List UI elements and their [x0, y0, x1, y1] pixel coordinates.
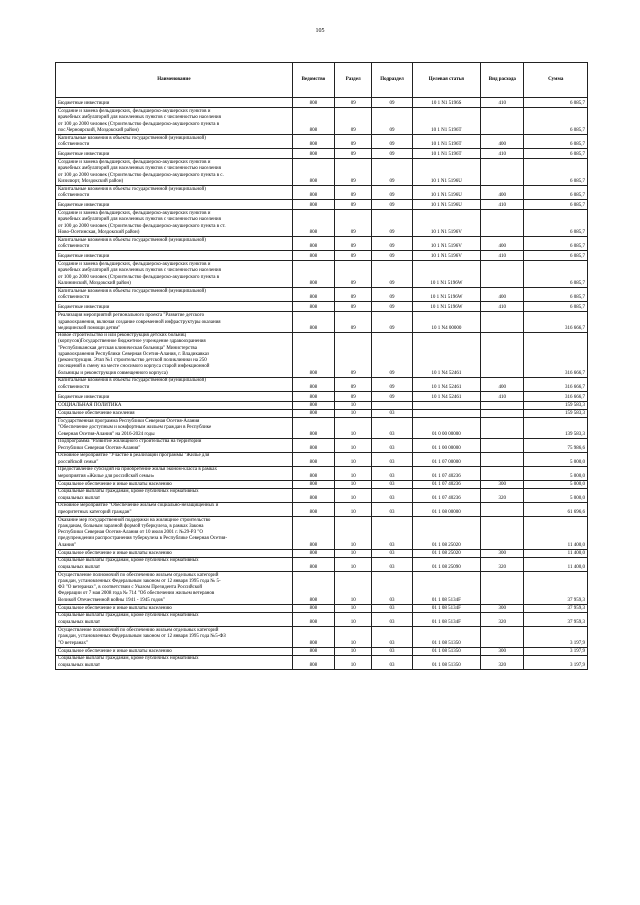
cell-ved: 808 [292, 655, 334, 669]
cell-sum: 159 583,3 [524, 401, 588, 409]
cell-podr: 03 [372, 571, 412, 604]
cell-name: Капитальные вложения в объекты государственной (муниципальной) собственности [56, 377, 293, 391]
cell-vr: 410 [481, 98, 524, 108]
cell-cst: 01 1 07 00000 [412, 452, 481, 466]
cell-cst: 10 1 N1 5196V [412, 210, 481, 237]
cell-podr: 03 [372, 480, 412, 488]
cell-cst: 10 1 N1 5196S [412, 98, 481, 108]
cell-ved: 808 [292, 312, 334, 333]
cell-ved: 808 [292, 549, 334, 557]
table-row [56, 516, 588, 549]
cell-vr [481, 626, 524, 647]
cell-sum: 6 085,7 [524, 108, 588, 135]
cell-vr: 320 [481, 557, 524, 571]
cell-podr: 03 [372, 549, 412, 557]
cell-name: Создание и замена фельдшерских, фельдшерско-акушерских пунктов и врачебных амбулаторий для населенных пунктов с численностью населения от 100 до 2000 человек (Строительство фельдшерско-акушерского пункта в с. Кизилюрт, Моздокский район) [56, 159, 293, 186]
cell-podr: 09 [372, 200, 412, 210]
cell-podr: 09 [372, 391, 412, 401]
cell-ved: 808 [292, 302, 334, 312]
cell-razd: 10 [335, 488, 372, 502]
cell-podr: 03 [372, 626, 412, 647]
cell-ved: 808 [292, 516, 334, 549]
cell-podr: 03 [372, 647, 412, 655]
cell-sum: 139 583,3 [524, 417, 588, 438]
cell-sum: 3 197,9 [524, 655, 588, 669]
cell-podr: 09 [372, 251, 412, 261]
cell-podr: 09 [372, 159, 412, 186]
table-row [56, 549, 588, 557]
cell-vr [481, 417, 524, 438]
cell-podr: 03 [372, 516, 412, 549]
cell-name: Создание и замена фельдшерских, фельдшерско-акушерских пунктов и врачебных амбулаторий для населенных пунктов с численностью населения от 100 до 2000 человек (Строительство фельдшерско-акушерского пункта в пос.Черноярский, Моздокский район) [56, 108, 293, 135]
cell-ved: 808 [292, 135, 334, 149]
cell-sum: 316 666,7 [524, 333, 588, 378]
cell-name: Бюджетные инвестиции [56, 391, 293, 401]
cell-razd: 09 [335, 159, 372, 186]
cell-sum: 75 986,6 [524, 438, 588, 452]
table-row [56, 312, 588, 333]
cell-podr: 09 [372, 135, 412, 149]
cell-cst: 10 1 N1 5196V [412, 251, 481, 261]
cell-name: Осуществление полномочий по обеспечению жильем отдельных категорий граждан, установленных Федеральным законом от 12 января 1995 года № 5- ФЗ "О ветеранах", в соответствии с Указом Президента Российской Федерации от 7 мая 2008 года № 714 "Об обеспечении жильем ветеранов Великой Отечественной войны 1941 - 1945 годов" [56, 571, 293, 604]
cell-razd: 10 [335, 401, 372, 409]
cell-ved: 808 [292, 108, 334, 135]
table-row [56, 251, 588, 261]
table-row [56, 186, 588, 200]
cell-cst: 01 1 08 25020 [412, 516, 481, 549]
cell-ved: 808 [292, 466, 334, 480]
cell-cst: 10 1 N1 5196T [412, 149, 481, 159]
table-row [56, 149, 588, 159]
cell-name: Социальное обеспечение и иные выплаты населению [56, 549, 293, 557]
cell-razd: 10 [335, 655, 372, 669]
cell-name: Основное мероприятие "Обеспечение жильем социально-незащищенных и преоритетных категорий граждан" [56, 502, 293, 516]
cell-sum: 37 959,3 [524, 604, 588, 612]
table-row [56, 333, 588, 378]
cell-razd: 09 [335, 210, 372, 237]
cell-podr: 03 [372, 655, 412, 669]
cell-vr [481, 409, 524, 417]
cell-podr: 03 [372, 438, 412, 452]
cell-razd: 10 [335, 612, 372, 626]
cell-name: Новое строительство и или реконструкция детских больниц (корпусов)Государственное бюджетное учреждение здравоохранения "Республиканская детская клиническая больница" Министерства здравоохранения Республики Северная Осетия-Алания, г. Владикавказ (реконструкция. Этап №1 строительство детской поликлиники на 250 посещений в смену на месте сносимого корпуса старой инфекционной больницы и реконструкция совмещенного корпуса) [56, 333, 293, 378]
cell-cst [412, 409, 481, 417]
cell-podr: 09 [372, 302, 412, 312]
cell-sum: 316 666,7 [524, 312, 588, 333]
cell-podr: 09 [372, 312, 412, 333]
cell-ved: 808 [292, 210, 334, 237]
cell-ved: 808 [292, 401, 334, 409]
cell-name: Бюджетные инвестиции [56, 98, 293, 108]
table-row [56, 488, 588, 502]
cell-vr: 320 [481, 488, 524, 502]
cell-razd: 10 [335, 516, 372, 549]
cell-cst [412, 401, 481, 409]
table-row [56, 417, 588, 438]
cell-vr: 300 [481, 604, 524, 612]
cell-razd: 09 [335, 302, 372, 312]
cell-name: Капитальные вложения в объекты государственной (муниципальной) собственности [56, 135, 293, 149]
cell-ved: 808 [292, 288, 334, 302]
cell-razd: 09 [335, 237, 372, 251]
cell-name: СОЦИАЛЬНАЯ ПОЛИТИКА [56, 401, 293, 409]
cell-name: Капитальные вложения в объекты государственной (муниципальной) собственности [56, 186, 293, 200]
cell-podr: 09 [372, 210, 412, 237]
cell-cst: 01 1 08 5134F [412, 612, 481, 626]
cell-name: Социальные выплаты гражданам, кроме публичных нормативных социальных выплат [56, 488, 293, 502]
cell-sum: 11 400,0 [524, 549, 588, 557]
cell-cst: 10 1 N1 5196V [412, 237, 481, 251]
cell-name: Социальные выплаты гражданам, кроме публичных нормативных социальных выплат [56, 557, 293, 571]
cell-sum: 6 085,7 [524, 149, 588, 159]
cell-podr: 09 [372, 377, 412, 391]
cell-razd: 10 [335, 438, 372, 452]
cell-cst: 01 1 00 00000 [412, 438, 481, 452]
header-razd: Раздел [335, 63, 372, 98]
cell-razd: 09 [335, 186, 372, 200]
cell-podr: 03 [372, 557, 412, 571]
table-row [56, 261, 588, 288]
cell-name: Реализация мероприятий регионального проекта "Развитие детского здравоохранения, включая создание современной инфраструктуры оказания медицинской помощи детям" [56, 312, 293, 333]
cell-podr: 03 [372, 488, 412, 502]
cell-name: Предоставление субсидий на приобретение жилья эконом-класса в рамках мероприятия «Жилье для российской семьи» [56, 466, 293, 480]
cell-vr: 410 [481, 391, 524, 401]
cell-ved: 808 [292, 251, 334, 261]
cell-name: Государственная программа Республики Северная Осетия-Алания "Обеспечение доступным и комфортным жильем граждан в Республике Северная Осетия-Алания" на 2016-2024 годы [56, 417, 293, 438]
cell-cst: 10 1 N4 52461 [412, 333, 481, 378]
cell-ved: 808 [292, 604, 334, 612]
cell-sum: 37 959,3 [524, 571, 588, 604]
cell-podr: 09 [372, 98, 412, 108]
cell-vr: 320 [481, 612, 524, 626]
cell-vr [481, 466, 524, 480]
cell-podr: 09 [372, 108, 412, 135]
cell-vr: 300 [481, 480, 524, 488]
cell-ved: 808 [292, 200, 334, 210]
cell-razd: 09 [335, 261, 372, 288]
cell-name: Создание и замена фельдшерских, фельдшерско-акушерских пунктов и врачебных амбулаторий для населенных пунктов с численностью населения от 100 до 2000 человек (Строительство фельдшерско-акушерского пункта в Калининский, Моздокский район) [56, 261, 293, 288]
cell-podr [372, 401, 412, 409]
cell-razd: 10 [335, 571, 372, 604]
cell-name: Социальные выплаты гражданам, кроме публичных нормативных социальных выплат [56, 612, 293, 626]
cell-vr: 400 [481, 237, 524, 251]
cell-razd: 09 [335, 333, 372, 378]
cell-ved: 808 [292, 488, 334, 502]
cell-cst: 10 1 N1 5196W [412, 302, 481, 312]
cell-name: Социальное обеспечение и иные выплаты населению [56, 480, 293, 488]
budget-table [55, 62, 588, 670]
table-row [56, 377, 588, 391]
cell-vr: 400 [481, 186, 524, 200]
cell-vr: 410 [481, 149, 524, 159]
cell-sum: 61 696,6 [524, 502, 588, 516]
header-sum: Сумма [524, 63, 588, 98]
cell-ved: 808 [292, 261, 334, 288]
table-row [56, 288, 588, 302]
table-row [56, 655, 588, 669]
cell-razd: 09 [335, 98, 372, 108]
cell-podr: 03 [372, 409, 412, 417]
cell-podr: 09 [372, 288, 412, 302]
cell-sum: 6 085,7 [524, 261, 588, 288]
cell-name: Капитальные вложения в объекты государственной (муниципальной) собственности [56, 237, 293, 251]
table-row [56, 98, 588, 108]
cell-vr [481, 159, 524, 186]
cell-cst: 10 1 N1 5196U [412, 200, 481, 210]
cell-razd: 09 [335, 251, 372, 261]
cell-name: Оказание мер государственной поддержки на жилищное строительство гражданам, больным заразной формой туберкулеза, в рамках Закона Республики Северная Осетия-Алания от 10 июля 2001 г. №29-РЗ "О предупреждении распространения туберкулеза в Республике Северная Осетия- Алания" [56, 516, 293, 549]
cell-name: Бюджетные инвестиции [56, 302, 293, 312]
cell-razd: 10 [335, 452, 372, 466]
cell-sum: 159 583,3 [524, 409, 588, 417]
cell-razd: 10 [335, 417, 372, 438]
table-row [56, 571, 588, 604]
cell-cst: 01 1 08 51350 [412, 626, 481, 647]
table-row [56, 612, 588, 626]
cell-sum: 3 197,9 [524, 647, 588, 655]
cell-razd: 10 [335, 604, 372, 612]
cell-cst: 01 1 08 00000 [412, 502, 481, 516]
cell-razd: 09 [335, 200, 372, 210]
cell-name: Социальное обеспечение и иные выплаты населению [56, 647, 293, 655]
table-row [56, 391, 588, 401]
cell-sum: 6 085,7 [524, 200, 588, 210]
cell-razd: 10 [335, 409, 372, 417]
cell-name: Бюджетные инвестиции [56, 200, 293, 210]
table-row [56, 237, 588, 251]
table-row [56, 466, 588, 480]
cell-cst: 10 1 N1 5196T [412, 108, 481, 135]
cell-sum: 6 085,7 [524, 302, 588, 312]
header-cst: Целевая статья [412, 63, 481, 98]
cell-razd: 09 [335, 149, 372, 159]
cell-ved: 808 [292, 149, 334, 159]
cell-sum: 11 400,0 [524, 557, 588, 571]
cell-razd: 10 [335, 549, 372, 557]
cell-cst: 01 1 08 51350 [412, 647, 481, 655]
cell-ved: 808 [292, 480, 334, 488]
cell-vr [481, 108, 524, 135]
cell-sum: 6 085,7 [524, 98, 588, 108]
cell-cst: 10 1 N1 5196T [412, 135, 481, 149]
cell-vr [481, 210, 524, 237]
cell-ved: 808 [292, 409, 334, 417]
table-row [56, 210, 588, 237]
cell-name: Капитальные вложения в объекты государственной (муниципальной) собственности [56, 288, 293, 302]
cell-sum: 316 666,7 [524, 391, 588, 401]
cell-vr: 410 [481, 251, 524, 261]
cell-vr [481, 452, 524, 466]
cell-vr: 400 [481, 288, 524, 302]
cell-name: Создание и замена фельдшерских, фельдшерско-акушерских пунктов и врачебных амбулаторий для населенных пунктов с численностью населения от 100 до 2000 человек (Строительство фельдшерско-акушерского пункта в ст. Ново-Осетинская, Моздокский район) [56, 210, 293, 237]
table-row [56, 159, 588, 186]
cell-vr: 410 [481, 302, 524, 312]
cell-sum: 5 000,0 [524, 480, 588, 488]
cell-name: Подпрограмма "Развитие жилищного строительства на территории Республики Северная Осетия-Алания" [56, 438, 293, 452]
cell-razd: 10 [335, 466, 372, 480]
header-name: Наименование [56, 63, 293, 98]
page-number: 105 [315, 28, 325, 34]
cell-cst: 10 1 N1 5196U [412, 186, 481, 200]
cell-razd: 09 [335, 377, 372, 391]
cell-name: Бюджетные инвестиции [56, 251, 293, 261]
cell-podr: 09 [372, 237, 412, 251]
cell-vr: 410 [481, 200, 524, 210]
header-ved: Ведомство [292, 63, 334, 98]
cell-podr: 03 [372, 452, 412, 466]
cell-sum: 6 085,7 [524, 288, 588, 302]
cell-ved: 808 [292, 417, 334, 438]
cell-vr [481, 333, 524, 378]
cell-cst: 01 1 07 40236 [412, 488, 481, 502]
table-row [56, 480, 588, 488]
cell-sum: 6 085,7 [524, 210, 588, 237]
cell-vr [481, 312, 524, 333]
table-header-row [56, 63, 588, 98]
cell-ved: 808 [292, 626, 334, 647]
cell-cst: 10 1 N1 5196U [412, 159, 481, 186]
cell-sum: 316 666,7 [524, 377, 588, 391]
cell-vr: 300 [481, 549, 524, 557]
cell-sum: 5 000,0 [524, 452, 588, 466]
cell-podr: 09 [372, 186, 412, 200]
cell-vr [481, 438, 524, 452]
cell-ved: 808 [292, 237, 334, 251]
cell-sum: 6 085,7 [524, 251, 588, 261]
table-row [56, 452, 588, 466]
cell-razd: 10 [335, 557, 372, 571]
table-row [56, 502, 588, 516]
cell-ved: 808 [292, 557, 334, 571]
cell-vr [481, 261, 524, 288]
cell-vr [481, 571, 524, 604]
cell-sum: 6 085,7 [524, 237, 588, 251]
cell-cst: 01 1 08 51350 [412, 655, 481, 669]
cell-razd: 10 [335, 480, 372, 488]
cell-sum: 11 400,0 [524, 516, 588, 549]
cell-podr: 09 [372, 261, 412, 288]
cell-ved: 808 [292, 186, 334, 200]
cell-cst: 01 1 08 5134F [412, 571, 481, 604]
cell-podr: 03 [372, 604, 412, 612]
cell-sum: 5 000,0 [524, 466, 588, 480]
cell-razd: 09 [335, 312, 372, 333]
cell-vr: 400 [481, 135, 524, 149]
cell-ved: 808 [292, 159, 334, 186]
cell-sum: 6 085,7 [524, 135, 588, 149]
cell-cst: 01 1 08 5134F [412, 604, 481, 612]
cell-podr: 03 [372, 466, 412, 480]
cell-razd: 10 [335, 626, 372, 647]
cell-vr [481, 401, 524, 409]
cell-podr: 09 [372, 149, 412, 159]
table-row [56, 438, 588, 452]
cell-ved: 808 [292, 391, 334, 401]
table-row [56, 604, 588, 612]
table-row [56, 200, 588, 210]
cell-ved: 808 [292, 502, 334, 516]
cell-sum: 6 085,7 [524, 186, 588, 200]
cell-cst: 10 1 N4 52461 [412, 377, 481, 391]
cell-cst: 01 1 08 25090 [412, 557, 481, 571]
header-podr: Подраздел [372, 63, 412, 98]
table-row [56, 302, 588, 312]
table-row [56, 401, 588, 409]
cell-cst: 10 1 N4 00000 [412, 312, 481, 333]
cell-razd: 09 [335, 108, 372, 135]
cell-ved: 808 [292, 333, 334, 378]
cell-sum: 5 000,0 [524, 488, 588, 502]
cell-name: Социальные выплаты гражданам, кроме публичных нормативных социальных выплат [56, 655, 293, 669]
cell-razd: 09 [335, 288, 372, 302]
table-row [56, 108, 588, 135]
cell-name: Социальное обеспечение и иные выплаты населению [56, 604, 293, 612]
cell-razd: 09 [335, 135, 372, 149]
cell-vr: 300 [481, 647, 524, 655]
cell-vr: 320 [481, 655, 524, 669]
header-vr: Вид расхода [481, 63, 524, 98]
cell-podr: 03 [372, 612, 412, 626]
cell-cst: 10 1 N1 5196W [412, 288, 481, 302]
cell-podr: 03 [372, 417, 412, 438]
table-row [56, 135, 588, 149]
cell-ved: 808 [292, 571, 334, 604]
cell-cst: 10 1 N4 52461 [412, 391, 481, 401]
cell-ved: 808 [292, 612, 334, 626]
cell-vr: 400 [481, 377, 524, 391]
cell-ved: 808 [292, 647, 334, 655]
cell-ved: 808 [292, 377, 334, 391]
cell-razd: 10 [335, 647, 372, 655]
cell-cst: 01 1 08 25020 [412, 549, 481, 557]
cell-name: Социальное обеспечение населения [56, 409, 293, 417]
cell-sum: 6 085,7 [524, 159, 588, 186]
cell-vr [481, 502, 524, 516]
cell-razd: 10 [335, 502, 372, 516]
cell-cst: 10 1 N1 5196W [412, 261, 481, 288]
cell-cst: 01 0 00 00000 [412, 417, 481, 438]
cell-cst: 01 1 07 40236 [412, 480, 481, 488]
table-row [56, 557, 588, 571]
cell-ved: 808 [292, 438, 334, 452]
cell-podr: 03 [372, 502, 412, 516]
cell-name: Осуществление полномочий по обеспечению жильем отдельных категорий граждан, установленных Федеральным законом от 12 января 1995 года №5-ФЗ "О ветеранах" [56, 626, 293, 647]
table-row [56, 626, 588, 647]
cell-ved: 808 [292, 452, 334, 466]
cell-razd: 09 [335, 391, 372, 401]
cell-cst: 01 1 07 40236 [412, 466, 481, 480]
cell-podr: 09 [372, 333, 412, 378]
cell-vr [481, 516, 524, 549]
cell-name: Основное мероприятие "Участие в реализации программы "Жилье для российской семьи" [56, 452, 293, 466]
cell-sum: 37 959,3 [524, 612, 588, 626]
cell-sum: 3 197,9 [524, 626, 588, 647]
cell-name: Бюджетные инвестиции [56, 149, 293, 159]
table-row [56, 647, 588, 655]
table-row [56, 409, 588, 417]
cell-ved: 808 [292, 98, 334, 108]
